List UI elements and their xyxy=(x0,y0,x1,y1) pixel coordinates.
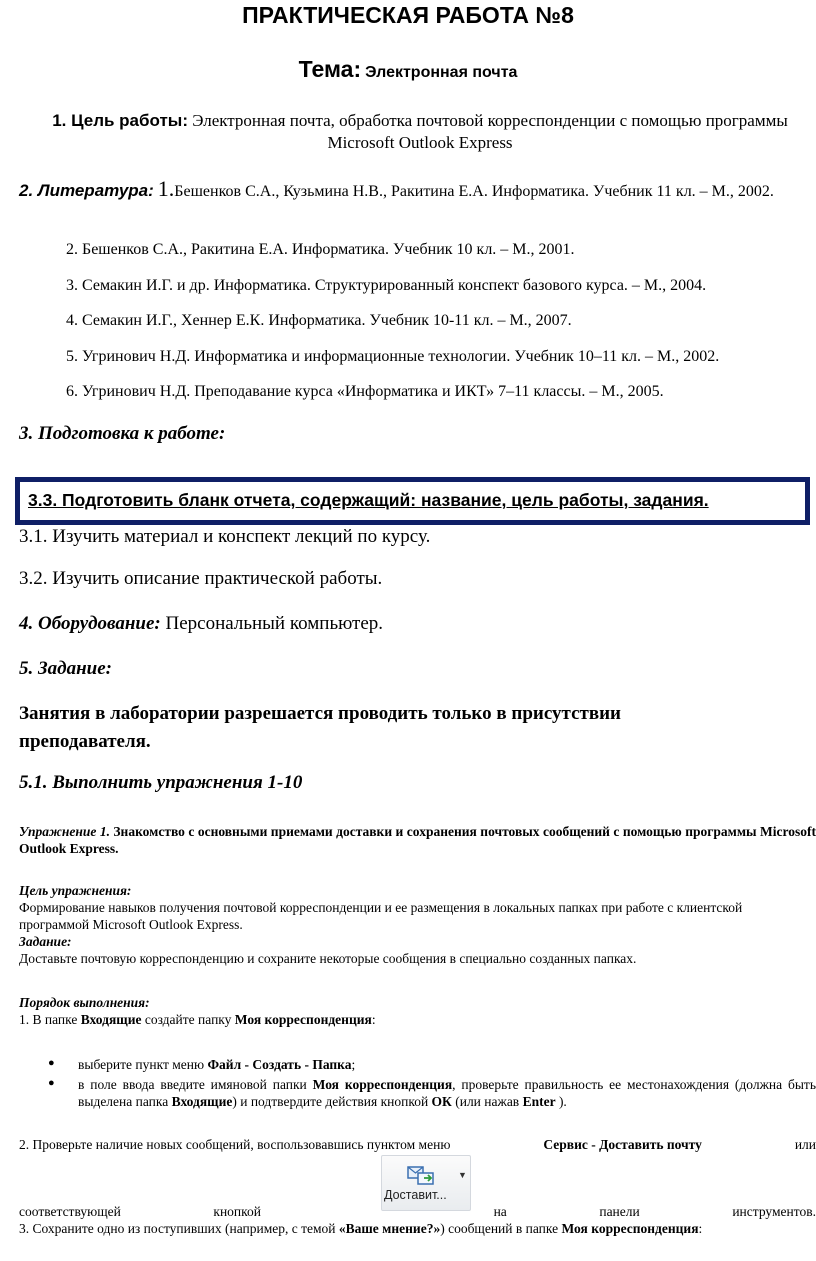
literature-first-number: 1. xyxy=(157,176,175,201)
toolbar-button-label: Доставит... xyxy=(384,1188,447,1202)
exercise-label: Упражнение 1. xyxy=(19,824,110,839)
exercise-order xyxy=(19,994,799,1028)
lab-note xyxy=(19,700,621,756)
goal-label: 1. Цель работы: xyxy=(52,111,188,130)
topic-line xyxy=(0,56,816,83)
step-2-line-1: 2. Проверьте наличие новых сообщений, воспользовавшись пунктом меню Сервис - Доставить почту или xyxy=(19,1137,816,1152)
step-2-line-2: соответствующей кнопкой на панели инструментов. xyxy=(19,1204,816,1219)
list-item: 6. Угринович Н.Д. Преподавание курса «Информатика и ИКТ» 7–11 классы. – М., 2005. xyxy=(66,383,664,400)
equipment-line xyxy=(19,613,383,635)
exercise-title xyxy=(19,823,816,857)
topic-value: Электронная почта xyxy=(365,64,518,81)
list-item: 5. Угринович Н.Д. Информатика и информационные технологии. Учебник 10–11 кл. – М., 2002. xyxy=(66,347,720,365)
lab-note-line-2: преподавателя. xyxy=(19,731,151,752)
list-item: 2. Бешенков С.А., Ракитина Е.А. Информатика. Учебник 10 кл. – М., 2001. xyxy=(66,241,575,258)
literature-first-text: Бешенков С.А., Кузьмина Н.В., Ракитина Е.А. Информатика. Учебник 11 кл. – М., 2002. xyxy=(174,183,774,200)
lab-note-line-1: Занятия в лаборатории разрешается проводить только в присутствии xyxy=(19,703,621,724)
equipment-value: Персональный компьютер. xyxy=(160,613,384,634)
bullet-dot-icon: ● xyxy=(48,1057,55,1069)
list-item: 3. Семакин И.Г. и др. Информатика. Структурированный конспект базового курса. – М., 2004. xyxy=(66,276,707,294)
preparation-item-2: 3.2. Изучить описание практической работы. xyxy=(19,568,383,589)
boxed-item: 3.3. Подготовить бланк отчета, содержащий: название, цель работы, задания. xyxy=(28,490,709,510)
exercise-assign-text: Доставьте почтовую корреспонденцию и сохраните некоторые сообщения в специально созданных папках. xyxy=(19,951,637,966)
goal-text: Электронная почта, обработка почтовой корреспонденции с помощью программы Microsoft Outlook Express xyxy=(192,111,788,152)
task-heading: 5. Задание: xyxy=(19,658,112,679)
preparation-item-1: 3.1. Изучить материал и конспект лекций по курсу. xyxy=(19,526,431,547)
equipment-label: 4. Оборудование: xyxy=(19,613,161,634)
step-3: 3. Сохраните одно из поступивших (например, с темой «Ваше мнение?») сообщений в папке Моя корреспонденция: xyxy=(19,1221,703,1236)
order-label: Порядок выполнения: xyxy=(19,995,150,1010)
page-title: ПРАКТИЧЕСКАЯ РАБОТА №8 xyxy=(242,2,574,28)
literature-heading xyxy=(19,176,799,205)
highlight-box xyxy=(15,477,810,525)
bullet-item-1: выберите пункт меню Файл - Создать - Папка; xyxy=(78,1057,356,1072)
literature-label: 2. Литература: xyxy=(19,181,154,200)
work-goal xyxy=(40,110,800,154)
bullet-item-2: в поле ввода введите имяновой папки Моя корреспонденция, проверьте правильность ее местонахождения (должна быть выделена папка Входящие) и подтвердите действия кнопкой ОК (или нажав Enter ). xyxy=(78,1077,816,1109)
exercise-title-text: Знакомство с основными приемами доставки и сохранения почтовых сообщений с помощью программы Microsoft Outlook Express. xyxy=(19,824,816,856)
exercise-goal xyxy=(19,882,799,967)
bullet-dot-icon: ● xyxy=(48,1077,55,1089)
step-1: 1. В папке Входящие создайте папку Моя корреспонденция: xyxy=(19,1012,376,1027)
list-item: 4. Семакин И.Г., Хеннер Е.К. Информатика. Учебник 10-11 кл. – М., 2007. xyxy=(66,312,572,329)
topic-label: Тема: xyxy=(298,56,362,82)
exercise-assign-label: Задание: xyxy=(19,934,72,949)
exercise-goal-label: Цель упражнения: xyxy=(19,883,132,898)
task-subheading: 5.1. Выполнить упражнения 1-10 xyxy=(19,772,303,793)
dropdown-arrow-icon[interactable]: ▼ xyxy=(458,1170,467,1180)
exercise-goal-text: Формирование навыков получения почтовой корреспонденции и ее размещения в локальных папках при работе с клиентской программой Microsoft Outlook Express. xyxy=(19,900,743,932)
preparation-heading: 3. Подготовка к работе: xyxy=(19,423,226,444)
send-receive-icon xyxy=(406,1164,436,1191)
literature-list xyxy=(66,238,806,416)
